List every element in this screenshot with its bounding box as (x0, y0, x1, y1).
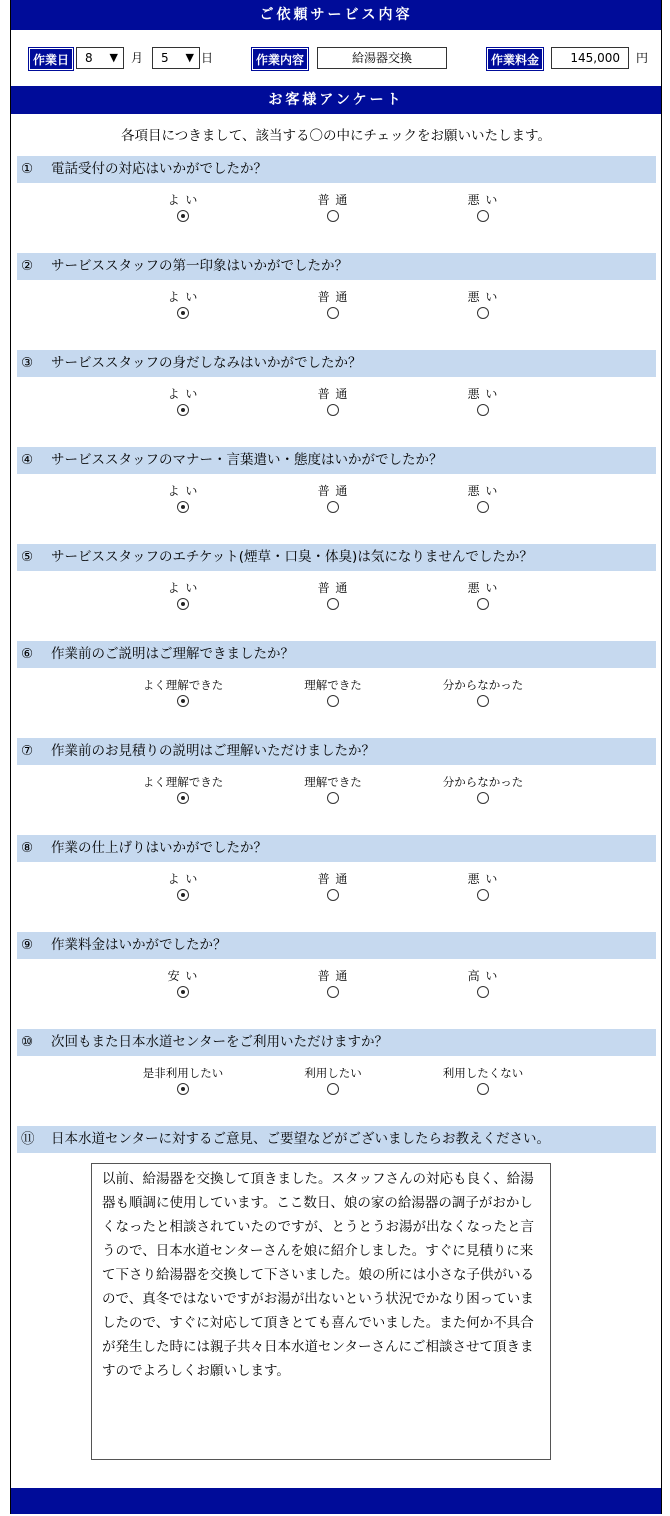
survey-instruction: 各項目につきまして、該当する〇の中にチェックをお願いいたします。 (121, 128, 551, 144)
answer-option[interactable] (123, 871, 243, 905)
question-header (17, 253, 656, 280)
option-label: 分からなかった (442, 775, 524, 789)
chevron-down-icon: ▼ (109, 51, 118, 64)
question-header (17, 1126, 656, 1153)
answer-option[interactable] (123, 1065, 243, 1099)
answer-option[interactable] (273, 1065, 393, 1099)
question-text: 作業前のお見積りの説明はご理解いただけましたか？ (51, 743, 375, 759)
question-text: サービススタッフの身だしなみはいかがでしたか？ (51, 355, 362, 371)
question-6 (17, 641, 656, 731)
option-label: 悪 い (467, 581, 499, 595)
month-unit: 月 (131, 51, 144, 65)
answer-option[interactable] (123, 289, 243, 323)
question-10 (17, 1029, 656, 1119)
radio-button[interactable] (177, 598, 189, 610)
option-label: 普 通 (317, 484, 349, 498)
answer-option[interactable] (123, 677, 243, 711)
option-label: 悪 い (467, 290, 499, 304)
work-content-label: 作業内容 (252, 48, 308, 70)
answer-option[interactable] (423, 483, 543, 517)
option-label: 高 い (467, 969, 499, 983)
question-text: 作業料金はいかがでしたか？ (51, 937, 227, 953)
answer-option[interactable] (423, 1065, 543, 1099)
answer-option[interactable] (273, 677, 393, 711)
option-label: 是非利用したい (142, 1066, 224, 1080)
option-label: 悪 い (467, 387, 499, 401)
radio-button[interactable] (477, 695, 489, 707)
survey-form (10, 0, 662, 1514)
question-8 (17, 835, 656, 925)
question-number: ① (21, 161, 34, 177)
answer-option[interactable] (273, 192, 393, 226)
answer-option[interactable] (273, 483, 393, 517)
option-label: 利用したくない (442, 1066, 524, 1080)
fee-unit: 円 (636, 51, 649, 65)
option-label: 普 通 (317, 872, 349, 886)
work-content-field[interactable]: 給湯器交換 (317, 47, 447, 69)
question-1 (17, 156, 656, 246)
radio-button[interactable] (177, 210, 189, 222)
question-header (17, 350, 656, 377)
answer-option[interactable] (123, 192, 243, 226)
chevron-down-icon: ▼ (185, 51, 194, 64)
radio-button[interactable] (327, 889, 339, 901)
answer-option[interactable] (423, 289, 543, 323)
month-value: 8 (85, 51, 93, 65)
question-header (17, 932, 656, 959)
radio-button[interactable] (477, 598, 489, 610)
question-text: サービススタッフのエチケット(煙草・口臭・体臭)は気になりませんでしたか？ (51, 549, 533, 565)
answer-option[interactable] (273, 289, 393, 323)
question-text: 電話受付の対応はいかがでしたか？ (51, 161, 267, 177)
month-select[interactable] (76, 47, 124, 69)
answer-option[interactable] (423, 871, 543, 905)
option-label: よ い (167, 581, 199, 595)
radio-button[interactable] (177, 695, 189, 707)
question-number: ⑥ (21, 646, 34, 662)
radio-button[interactable] (477, 792, 489, 804)
question-9 (17, 932, 656, 1022)
question-number: ② (21, 258, 34, 274)
question-number: ⑪ (21, 1131, 35, 1147)
radio-button[interactable] (477, 889, 489, 901)
question-number: ⑩ (21, 1034, 34, 1050)
question-header (17, 544, 656, 571)
question-number: ③ (21, 355, 34, 371)
question-3 (17, 350, 656, 440)
question-header (17, 156, 656, 183)
work-fee-label: 作業料金 (487, 48, 543, 70)
question-text: サービススタッフのマナー・言葉遣い・態度はいかがでしたか？ (51, 452, 443, 468)
question-text: サービススタッフの第一印象はいかがでしたか？ (51, 258, 348, 274)
service-details-row (11, 44, 661, 74)
comment-textarea[interactable]: 以前、給湯器を交換して頂きました。スタッフさんの対応も良く、給湯器も順調に使用しています。ここ数日、娘の家の給湯器の調子がおかしくなったと相談されていたのですが、とうとうお湯が出なくなったと言うので、日本水道センターさんを娘に紹介しました。すぐに見積りに来て下さり給湯器を交換して下さいました。娘の所には小さな子供がいるので、真冬ではないですがお湯が出ないという状況でかなり困っていましたので、すぐに対応して頂きとても喜んでいました。また何か不具合が発生した時には親子共々日本水道センターさんにご相談させて頂きますのでよろしくお願いします。 (91, 1163, 551, 1460)
answer-option[interactable] (273, 871, 393, 905)
work-fee-field[interactable]: 145,000 (551, 47, 629, 69)
option-label: 分からなかった (442, 678, 524, 692)
answer-option[interactable] (423, 580, 543, 614)
radio-button[interactable] (477, 307, 489, 319)
question-text: 作業前のご説明はご理解できましたか？ (51, 646, 294, 662)
question-header (17, 447, 656, 474)
question-text: 日本水道センターに対するご意見、ご要望などがございましたらお教えください。 (51, 1131, 550, 1147)
option-label: よく理解できた (142, 775, 224, 789)
day-value: 5 (161, 51, 169, 65)
option-label: よく理解できた (142, 678, 224, 692)
option-label: よ い (167, 290, 199, 304)
question-number: ⑧ (21, 840, 34, 856)
radio-button[interactable] (477, 501, 489, 513)
radio-button[interactable] (477, 986, 489, 998)
option-label: 悪 い (467, 484, 499, 498)
radio-button[interactable] (177, 1083, 189, 1095)
answer-option[interactable] (123, 386, 243, 420)
option-label: 悪 い (467, 193, 499, 207)
survey-header: お客様アンケート (11, 86, 661, 114)
answer-option[interactable] (423, 677, 543, 711)
radio-button[interactable] (327, 1083, 339, 1095)
question-number: ④ (21, 452, 34, 468)
option-label: 普 通 (317, 290, 349, 304)
question-5 (17, 544, 656, 634)
option-label: よ い (167, 387, 199, 401)
radio-button[interactable] (327, 986, 339, 998)
option-label: よ い (167, 193, 199, 207)
radio-button[interactable] (327, 695, 339, 707)
answer-option[interactable] (123, 483, 243, 517)
radio-button[interactable] (177, 501, 189, 513)
question-2 (17, 253, 656, 343)
question-header (17, 835, 656, 862)
option-label: 理解できた (304, 678, 362, 692)
radio-button[interactable] (327, 210, 339, 222)
answer-option[interactable] (123, 774, 243, 808)
work-date-label: 作業日 (29, 48, 73, 70)
answer-option[interactable] (273, 774, 393, 808)
option-label: よ い (167, 872, 199, 886)
radio-button[interactable] (327, 598, 339, 610)
option-label: 普 通 (317, 969, 349, 983)
option-label: 利用したい (304, 1066, 362, 1080)
question-number: ⑦ (21, 743, 34, 759)
option-label: 悪 い (467, 872, 499, 886)
option-label: 普 通 (317, 387, 349, 401)
option-label: 安 い (167, 969, 199, 983)
answer-option[interactable] (423, 774, 543, 808)
radio-button[interactable] (477, 1083, 489, 1095)
answer-option[interactable] (273, 580, 393, 614)
question-number: ⑤ (21, 549, 34, 565)
question-header (17, 641, 656, 668)
option-label: 理解できた (304, 775, 362, 789)
radio-button[interactable] (177, 307, 189, 319)
radio-button[interactable] (477, 210, 489, 222)
radio-button[interactable] (327, 501, 339, 513)
radio-button[interactable] (177, 792, 189, 804)
answer-option[interactable] (123, 580, 243, 614)
radio-button[interactable] (327, 792, 339, 804)
radio-button[interactable] (327, 404, 339, 416)
answer-option[interactable] (273, 386, 393, 420)
question-header (17, 738, 656, 765)
footer-bar (11, 1488, 661, 1514)
option-label: 普 通 (317, 193, 349, 207)
answer-option[interactable] (423, 386, 543, 420)
day-select[interactable] (152, 47, 200, 69)
radio-button[interactable] (177, 404, 189, 416)
day-unit: 日 (201, 51, 214, 65)
radio-button[interactable] (477, 404, 489, 416)
question-number: ⑨ (21, 937, 34, 953)
question-text: 次回もまた日本水道センターをご利用いただけますか？ (51, 1034, 388, 1050)
question-7 (17, 738, 656, 828)
answer-option[interactable] (423, 192, 543, 226)
question-text: 作業の仕上げりはいかがでしたか？ (51, 840, 267, 856)
answer-option[interactable] (423, 968, 543, 1002)
answer-option[interactable] (123, 968, 243, 1002)
service-header: ご依頼サービス内容 (11, 0, 661, 30)
radio-button[interactable] (177, 986, 189, 998)
option-label: よ い (167, 484, 199, 498)
radio-button[interactable] (177, 889, 189, 901)
option-label: 普 通 (317, 581, 349, 595)
question-header (17, 1029, 656, 1056)
question-4 (17, 447, 656, 537)
radio-button[interactable] (327, 307, 339, 319)
answer-option[interactable] (273, 968, 393, 1002)
